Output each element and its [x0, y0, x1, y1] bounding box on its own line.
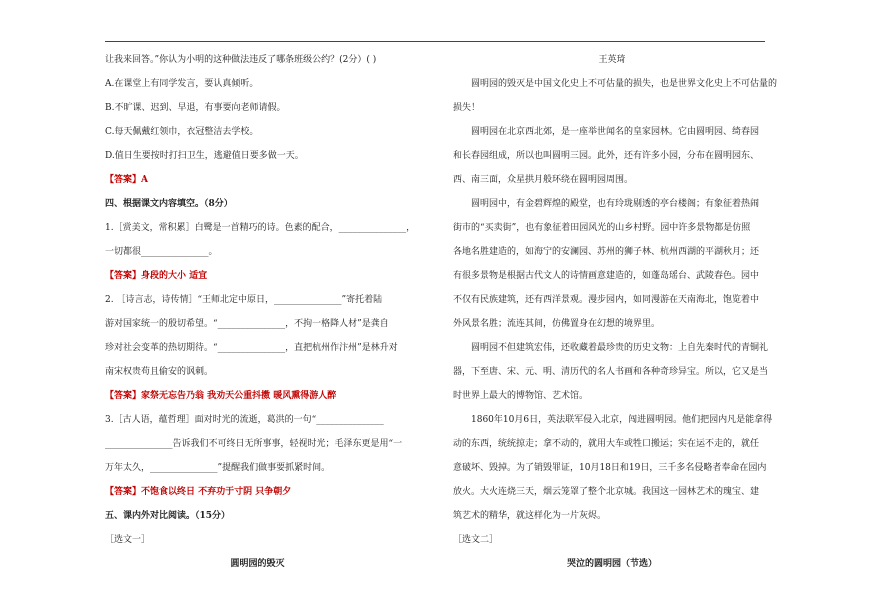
question-line: 南宋权贵苟且偷安的讽刺。: [105, 367, 214, 377]
question-line: 游对国家统一的殷切希望。“_______________，不拘一格降人材”是龚自: [105, 319, 389, 329]
passage-line: 筑艺术的精华，就这样化为一片灰烬。: [453, 511, 607, 521]
passage-line: 意破坏、毁掉。为了销毁罪证，10月18日和19日，三千多名侵略者奉命在园内: [453, 463, 767, 473]
answer-line: 【答案】身段的大小 适宜: [105, 271, 208, 281]
passage-line: 西、南三面，众星拱月般环绕在圆明园周围。: [453, 175, 634, 185]
header-rule: [105, 41, 765, 42]
passage-line: 有很多景物是根据古代文人的诗情画意建造的，如蓬岛瑶台、武陵春色。园中: [453, 271, 760, 281]
question-line: 2. ［诗言志，诗传情］“王师北定中原日，_______________”寄托着陆: [105, 295, 383, 305]
passage-line: 不仅有民族建筑，还有西洋景观。漫步园内，如同漫游在天南海北，饱览着中: [453, 295, 760, 305]
question-stem-line: 让我来回答。”你认为小明的这种做法违反了哪条班级公约？(2分）( ): [105, 55, 377, 65]
passage-line: 动的东西，统统掠走；拿不动的，就用大车或牲口搬运；实在运不走的，就任: [453, 439, 760, 449]
passage-line: 外风景名胜；流连其间，仿佛置身在幻想的境界里。: [453, 319, 661, 329]
option-b: B.不旷课、迟到、早退，有事要向老师请假。: [105, 103, 286, 113]
passage-line: 街市的“买卖街”，也有象征着田园风光的山乡村野。园中许多景物都是仿照: [453, 223, 751, 233]
passage-line: 圆明园的毁灭是中国文化史上不可估量的损失，也是世界文化史上不可估量的: [471, 79, 778, 89]
question-line: 一切都很_______________。: [105, 247, 218, 257]
author-name: 王英琦: [598, 55, 626, 65]
selection-label: ［选文二］: [453, 535, 499, 545]
passage-line: 时世界上最大的博物馆、艺术馆。: [453, 391, 589, 401]
passage-line: 器，下至唐、宋、元、明、清历代的名人书画和各种奇珍异宝。所以，它又是当: [453, 367, 769, 377]
passage-line: 和长春园组成，所以也叫圆明三园。此外，还有许多小园，分布在圆明园东、: [453, 151, 760, 161]
option-d: D.值日生要按时打扫卫生，逃避值日要多做一天。: [105, 151, 304, 161]
passage-title: 哭泣的圆明园（节选）: [566, 559, 657, 569]
section-heading: 五、课内外对比阅读。（15分）: [105, 511, 231, 521]
passage-line: 损失！: [453, 103, 481, 113]
question-line: 3.［古人语，蕴哲理］面对时光的流逝，葛洪的一句“_______________: [105, 415, 384, 425]
passage-line: 1860年10月6日，英法联军侵入北京，闯进圆明园。他们把园内凡是能拿得: [471, 415, 773, 425]
passage-line: 圆明园在北京西北郊，是一座举世闻名的皇家园林。它由圆明园、绮春园: [471, 127, 760, 137]
passage-line: 各地名胜建造的，如海宁的安澜园、苏州的狮子林、杭州西湖的平湖秋月；还: [453, 247, 760, 257]
passage-line: 圆明园不但建筑宏伟，还收藏着最珍贵的历史文物：上自先秦时代的青铜礼: [471, 343, 769, 353]
question-line: 珍对社会变革的热切期待。“_______________，直把杭州作汴州”是林升对: [105, 343, 398, 353]
passage-title: 圆明园的毁灭: [230, 559, 285, 569]
answer-line: 【答案】家祭无忘告乃翁 我劝天公重抖擞 暖风熏得游人醉: [105, 391, 337, 401]
answer-line: 【答案】不饱食以终日 不弃功于寸阴 只争朝夕: [105, 487, 292, 497]
question-line: 1.［赏美文，常积累］白鹭是一首精巧的诗。色素的配合，_______________，: [105, 223, 416, 233]
option-a: A.在课堂上有同学发言，要认真倾听。: [105, 79, 259, 89]
passage-line: 放火。大火连烧三天，烟云笼罩了整个北京城。我国这一园林艺术的瑰宝、建: [453, 487, 760, 497]
question-line: _______________告诉我们不可终日无所事事，轻视时光；毛泽东更是用“一: [105, 439, 403, 449]
answer-line: 【答案】A: [105, 175, 148, 185]
passage-line: 圆明园中，有金碧辉煌的殿堂，也有玲珑剔透的亭台楼阁；有象征着热闹: [471, 199, 760, 209]
option-c: C.每天佩戴红领巾，衣冠整洁去学校。: [105, 127, 259, 137]
question-line: 万年太久，_______________”提醒我们做事要抓紧时间。: [105, 463, 331, 473]
selection-label: ［选文一］: [105, 535, 151, 545]
section-heading: 四、根据课文内容填空。（8分）: [105, 199, 233, 209]
